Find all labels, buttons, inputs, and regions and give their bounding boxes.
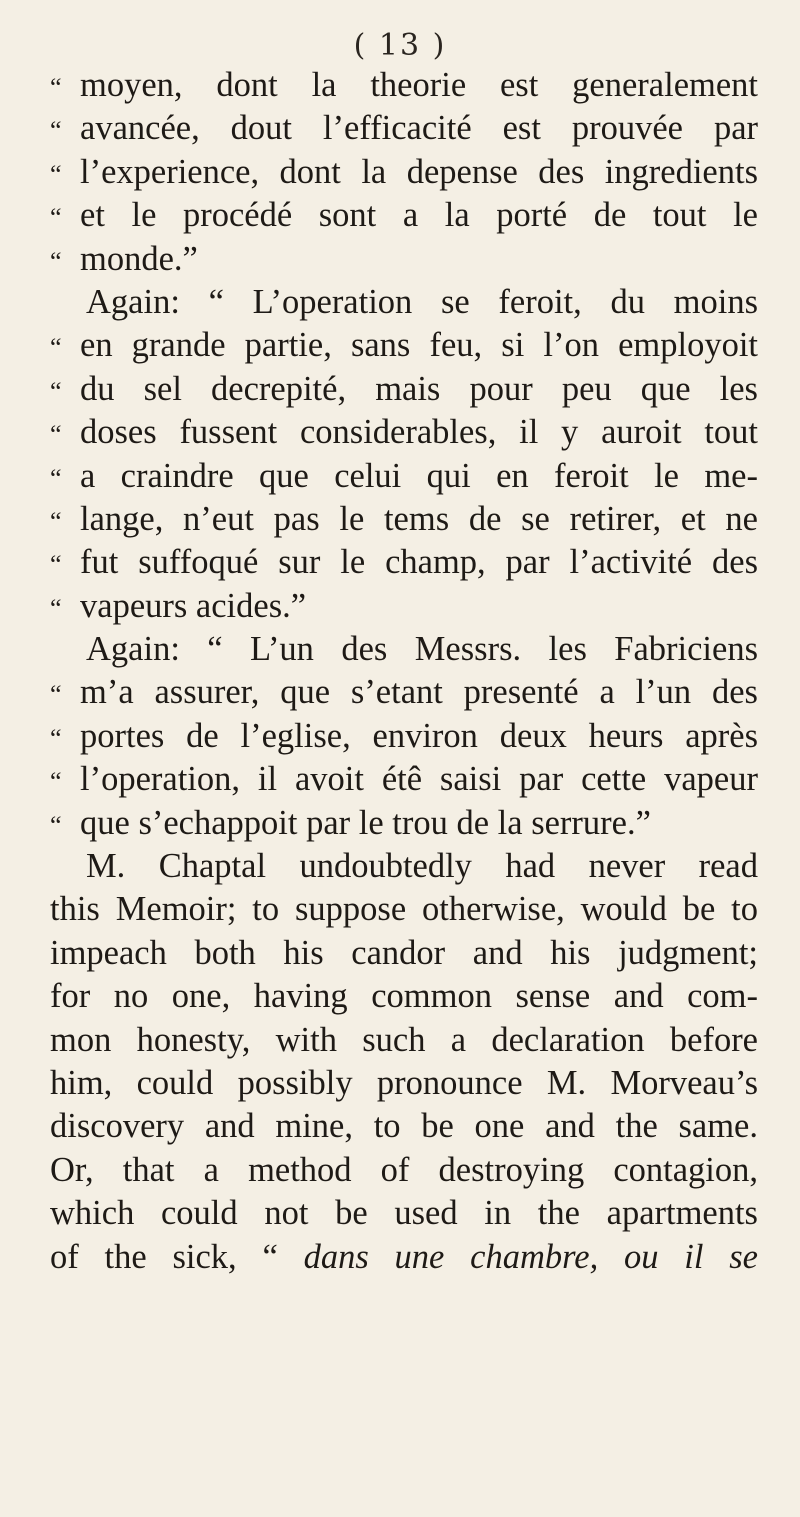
- text-line: [50, 1105, 758, 1148]
- text-line: [50, 324, 758, 367]
- line-text: mon honesty, with such a declaration before: [50, 1020, 758, 1059]
- quote-mark: “: [50, 159, 62, 189]
- text-line: [50, 455, 758, 498]
- text-line: [50, 411, 758, 454]
- line-text: moyen, dont la theorie est generalement: [80, 66, 758, 104]
- text-line: [50, 541, 758, 584]
- quote-mark: “: [50, 463, 62, 493]
- text-line: [50, 975, 758, 1018]
- quote-mark: “: [50, 246, 62, 276]
- text-line: [50, 64, 758, 107]
- quote-mark: “: [50, 810, 62, 840]
- line-text: et le procédé sont a la porté de tout le: [80, 196, 758, 235]
- quote-mark: “: [50, 767, 62, 797]
- quote-mark: “: [50, 116, 62, 146]
- line-text: of the sick, “: [50, 1237, 304, 1276]
- text-line: [50, 585, 758, 628]
- line-text: M. Chaptal undoubtedly had never read: [86, 847, 758, 886]
- line-text: a craindre que celui qui en feroit le me-: [80, 456, 758, 495]
- italic-text: dans une chambre, ou il se: [303, 1237, 758, 1276]
- line-text: him, could possibly pronounce M. Morveau’s: [50, 1063, 758, 1102]
- line-text: portes de l’eglise, environ deux heurs après: [80, 716, 758, 755]
- text-line: [50, 628, 758, 671]
- text-line: [50, 238, 758, 281]
- text-line: [50, 151, 758, 194]
- quote-mark: “: [50, 376, 62, 406]
- line-text: for no one, having common sense and com-: [50, 977, 758, 1016]
- line-text: vapeurs acides.”: [80, 586, 307, 625]
- quote-mark: “: [50, 420, 62, 450]
- text-line: [50, 715, 758, 758]
- line-text: avancée, dout l’efficacité est prouvée par: [80, 109, 758, 148]
- line-text: du sel decrepité, mais pour peu que les: [80, 369, 758, 408]
- text-line: [50, 802, 758, 845]
- body-text: [50, 64, 758, 1279]
- line-text: Again: “ L’un des Messrs. les Fabriciens: [86, 630, 758, 669]
- line-text: Again: “ L’operation se feroit, du moins: [86, 282, 758, 321]
- text-line: [50, 1192, 758, 1235]
- text-line: [50, 281, 758, 324]
- text-line: [50, 1236, 758, 1279]
- line-text: discovery and mine, to be one and the same.: [50, 1107, 758, 1146]
- line-text: m’a assurer, que s’etant presenté a l’un des: [80, 673, 758, 712]
- quote-mark: “: [50, 723, 62, 753]
- text-line: [50, 888, 758, 931]
- line-text: doses fussent considerables, il y auroit tout: [80, 413, 758, 452]
- line-text: Or, that a method of destroying contagion,: [50, 1150, 758, 1189]
- text-line: [50, 932, 758, 975]
- text-line: [50, 194, 758, 237]
- quote-mark: “: [50, 506, 62, 536]
- line-text: fut suffoqué sur le champ, par l’activité des: [80, 543, 758, 582]
- line-text: impeach both his candor and his judgment;: [50, 933, 758, 972]
- quote-mark: “: [50, 680, 62, 710]
- text-line: [50, 758, 758, 801]
- text-line: [50, 1062, 758, 1105]
- quote-mark: “: [50, 73, 62, 102]
- text-line: [50, 1149, 758, 1192]
- text-line: [50, 845, 758, 888]
- quote-mark: “: [50, 593, 62, 623]
- quote-mark: “: [50, 550, 62, 580]
- line-text: this Memoir; to suppose otherwise, would be to: [50, 890, 758, 929]
- line-text: l’experience, dont la depense des ingredients: [80, 152, 758, 191]
- line-text: lange, n’eut pas le tems de se retirer, et ne: [80, 499, 758, 538]
- text-line: [50, 671, 758, 714]
- quote-mark: “: [50, 203, 62, 233]
- line-text: que s’echappoit par le trou de la serrure.”: [80, 803, 651, 842]
- text-line: [50, 1019, 758, 1062]
- line-text: monde.”: [80, 239, 198, 278]
- page-number: ( 13 ): [353, 28, 447, 63]
- line-text: en grande partie, sans feu, si l’on employoit: [80, 326, 758, 365]
- line-text: l’operation, il avoit étê saisi par cette vapeur: [80, 760, 758, 799]
- quote-mark: “: [50, 333, 62, 363]
- line-text: which could not be used in the apartments: [50, 1194, 758, 1233]
- text-line: [50, 368, 758, 411]
- text-line: [50, 107, 758, 150]
- text-line: [50, 498, 758, 541]
